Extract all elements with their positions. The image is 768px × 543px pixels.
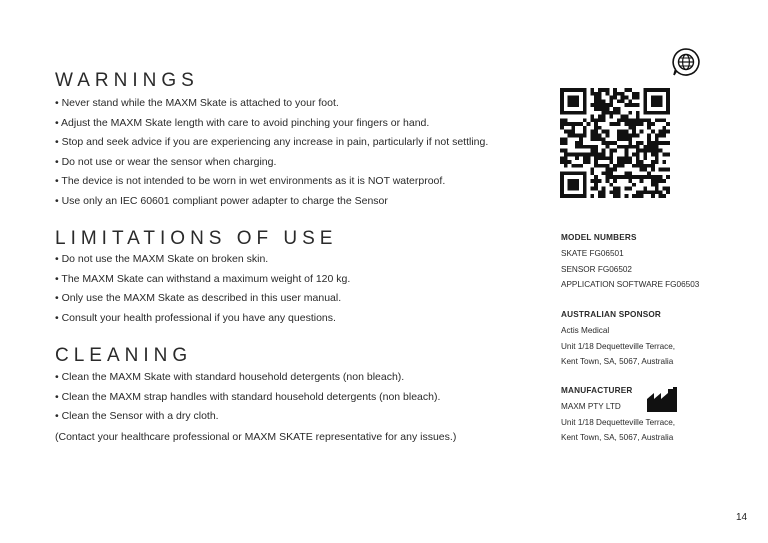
model-numbers-title: MODEL NUMBERS xyxy=(561,233,637,242)
sponsor-title: AUSTRALIAN SPONSOR xyxy=(561,310,662,319)
list-item: • Clean the MAXM strap handles with standard household detergents (non bleach). xyxy=(55,390,441,403)
sponsor-line: Actis Medical xyxy=(561,326,610,335)
list-item: • Only use the MAXM Skate as described in this user manual. xyxy=(55,292,342,305)
list-item: • Never stand while the MAXM Skate is attached to your foot. xyxy=(55,97,339,109)
cleaning-list xyxy=(55,368,440,427)
cleaning-title: CLEANING xyxy=(55,345,193,366)
list-item: • The device is not intended to be worn in wet environments as it is NOT waterproof. xyxy=(55,175,446,188)
list-item: • Clean the MAXM Skate with standard household detergents (non bleach). xyxy=(55,371,405,383)
manufacturer-line: MAXM PTY LTD xyxy=(561,402,621,411)
list-item: • Do not use the MAXM Skate on broken skin. xyxy=(55,253,269,265)
page-number: 14 xyxy=(736,512,748,523)
manufacturer-title: MANUFACTURER xyxy=(561,386,633,395)
list-item: • Stop and seek advice if you are experiencing any increase in pain, particularly if not settling. xyxy=(55,136,489,149)
list-item: • Do not use or wear the sensor when charging. xyxy=(55,155,277,168)
list-item: • Adjust the MAXM Skate length with care to avoid pinching your fingers or hand. xyxy=(55,116,430,129)
list-item: • Clean the Sensor with a dry cloth. xyxy=(55,410,219,423)
sponsor-line: Kent Town, SA, 5067, Australia xyxy=(561,357,674,366)
manufacturer-line: Unit 1/18 Dequetteville Terrace, xyxy=(561,417,676,427)
manufacturer-line: Kent Town, SA, 5067, Australia xyxy=(561,433,674,442)
warnings-list xyxy=(55,94,488,212)
warnings-title: WARNINGS xyxy=(55,70,199,91)
globe-speech-icon[interactable] xyxy=(671,47,701,77)
model-number-line: SENSOR FG06502 xyxy=(561,264,632,274)
sponsor-line: Unit 1/18 Dequetteville Terrace, xyxy=(561,341,676,351)
limitations-list xyxy=(55,250,350,328)
model-number-line: APPLICATION SOFTWARE FG06503 xyxy=(561,280,700,289)
list-item: • Use only an IEC 60601 compliant power adapter to charge the Sensor xyxy=(55,194,388,207)
model-number-line: SKATE FG06501 xyxy=(561,249,624,258)
limitations-title: LIMITATIONS OF USE xyxy=(55,228,338,249)
sponsor-block xyxy=(561,310,675,370)
qr-code[interactable] xyxy=(560,88,670,198)
factory-icon xyxy=(646,387,680,413)
list-item: • Consult your health professional if you have any questions. xyxy=(55,311,336,324)
list-item: • The MAXM Skate can withstand a maximum weight of 120 kg. xyxy=(55,272,351,285)
cleaning-note: (Contact your healthcare professional or MAXM SKATE representative for any issues.) xyxy=(55,431,457,443)
model-numbers-block xyxy=(561,233,699,293)
